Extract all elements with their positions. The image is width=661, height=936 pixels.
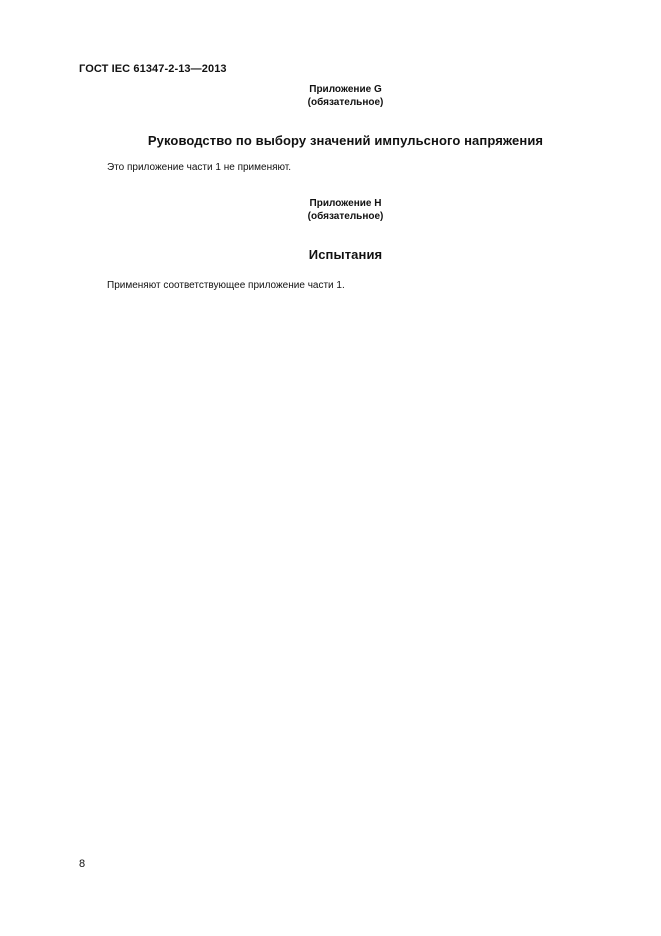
page-number: 8 [79,858,86,870]
annex-g-title: Руководство по выбору значений импульсного напряжения [147,133,544,148]
annex-g-label: Приложение G [309,84,382,95]
document-code: ГОСТ IEC 61347-2-13—2013 [79,63,227,75]
annex-h-heading [0,197,661,223]
annex-g-status: (обязательное) [307,97,384,108]
annex-g-text: Это приложение части 1 не применяют. [107,162,292,173]
annex-g-heading [0,83,661,109]
annex-h-status: (обязательное) [307,211,384,222]
annex-h-title: Испытания [308,247,383,262]
annex-h-label: Приложение H [309,198,382,209]
annex-h-text: Применяют соответствующее приложение части 1. [107,280,345,291]
